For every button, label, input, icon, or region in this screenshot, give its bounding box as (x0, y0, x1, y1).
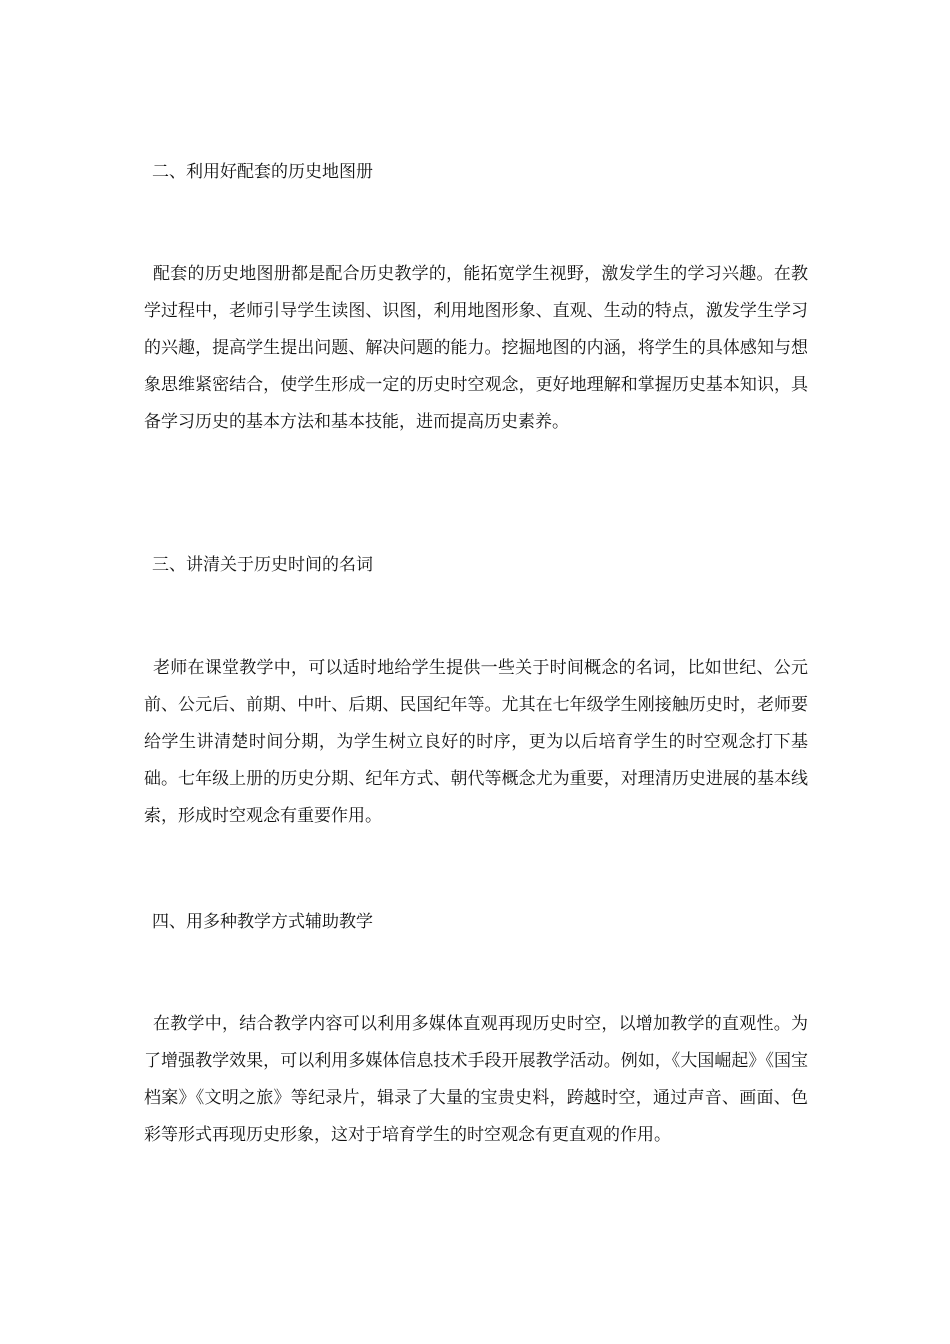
section-heading-teaching-methods: 四、用多种教学方式辅助教学 (152, 912, 373, 932)
section-paragraph-map-atlas: 配套的历史地图册都是配合历史教学的，能拓宽学生视野，激发学生的学习兴趣。在教学过程中，老师引导学生读图、识图，利用地图形象、直观、生动的特点，激发学生学习的兴趣，提高学生提出问题、解决问题的能力。挖掘地图的内涵，将学生的具体感知与想象思维紧密结合，使学生形成一定的历史时空观念，更好地理解和掌握历史基本知识，具备学习历史的基本方法和基本技能，进而提高历史素养。 (144, 264, 808, 432)
section-heading-map-atlas: 二、利用好配套的历史地图册 (152, 162, 373, 182)
section-heading-time-terms: 三、讲清关于历史时间的名词 (152, 555, 373, 575)
section-paragraph-time-terms: 老师在课堂教学中，可以适时地给学生提供一些关于时间概念的名词，比如世纪、公元前、公元后、前期、中叶、后期、民国纪年等。尤其在七年级学生刚接触历史时，老师要给学生讲清楚时间分期，为学生树立良好的时序，更为以后培育学生的时空观念打下基础。七年级上册的历史分期、纪年方式、朝代等概念尤为重要，对理清历史进展的基本线索，形成时空观念有重要作用。 (144, 658, 808, 826)
section-paragraph-teaching-methods: 在教学中，结合教学内容可以利用多媒体直观再现历史时空，以增加教学的直观性。为了增强教学效果，可以利用多媒体信息技术手段开展教学活动。例如，《大国崛起》《国宝档案》《文明之旅》等纪录片，辑录了大量的宝贵史料，跨越时空，通过声音、画面、色彩等形式再现历史形象，这对于培育学生的时空观念有更直观的作用。 (144, 1014, 808, 1145)
